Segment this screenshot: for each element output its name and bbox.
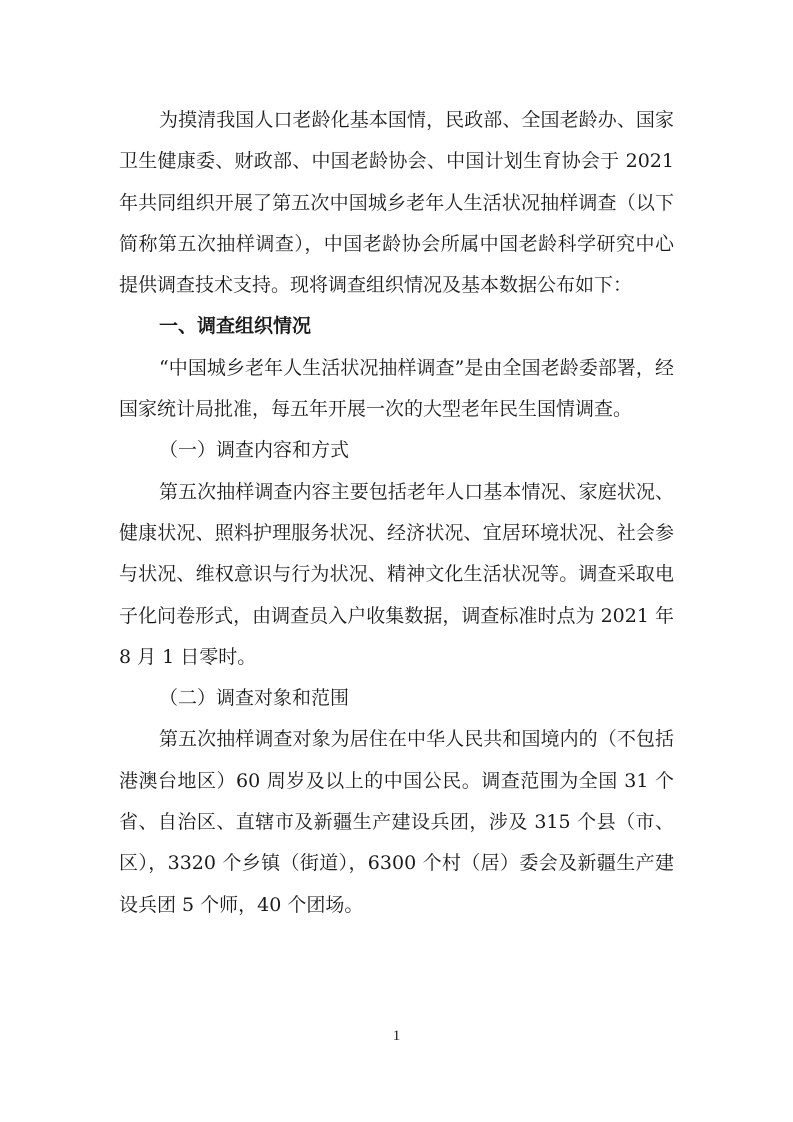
intro-paragraph: 为摸清我国人口老龄化基本国情，民政部、全国老龄办、国家卫生健康委、财政部、中国老龄协会、中国计划生育协会于 2021 年共同组织开展了第五次中国城乡老年人生活状况抽样调查（以下简称第五次抽样调查），中国老龄协会所属中国老龄科学研究中心提供调查技术支持。现将调查组织情况及基本数据公布如下： (119, 109, 674, 297)
subsection-heading-content-method: （一）调查内容和方式 (159, 439, 350, 462)
scope-paragraph: 第五次抽样调查对象为居住在中华人民共和国境内的（不包括港澳台地区）60 周岁及以上的中国公民。调查范围为全国 31 个省、自治区、直辖市及新疆生产建设兵团，涉及 315 个县（市、区），3320 个乡镇（街道），6300 个村（居）委会及新疆生产建设兵团 5 个师，40 个团场。 (119, 728, 674, 916)
section-heading-organization: 一、调查组织情况 (159, 315, 312, 338)
subsection-heading-scope: （二）调查对象和范围 (159, 687, 350, 710)
document-body (119, 100, 674, 926)
page-number: 1 (392, 1028, 401, 1044)
content-method-paragraph: 第五次抽样调查内容主要包括老年人口基本情况、家庭状况、健康状况、照料护理服务状况、经济状况、宜居环境状况、社会参与状况、维权意识与行为状况、精神文化生活状况等。调查采取电子化问卷形式，由调查员入户收集数据，调查标准时点为 2021 年 8 月 1 日零时。 (119, 480, 674, 668)
organization-paragraph: “中国城乡老年人生活状况抽样调查”是由全国老龄委部署，经国家统计局批准，每五年开展一次的大型老年民生国情调查。 (119, 356, 674, 421)
